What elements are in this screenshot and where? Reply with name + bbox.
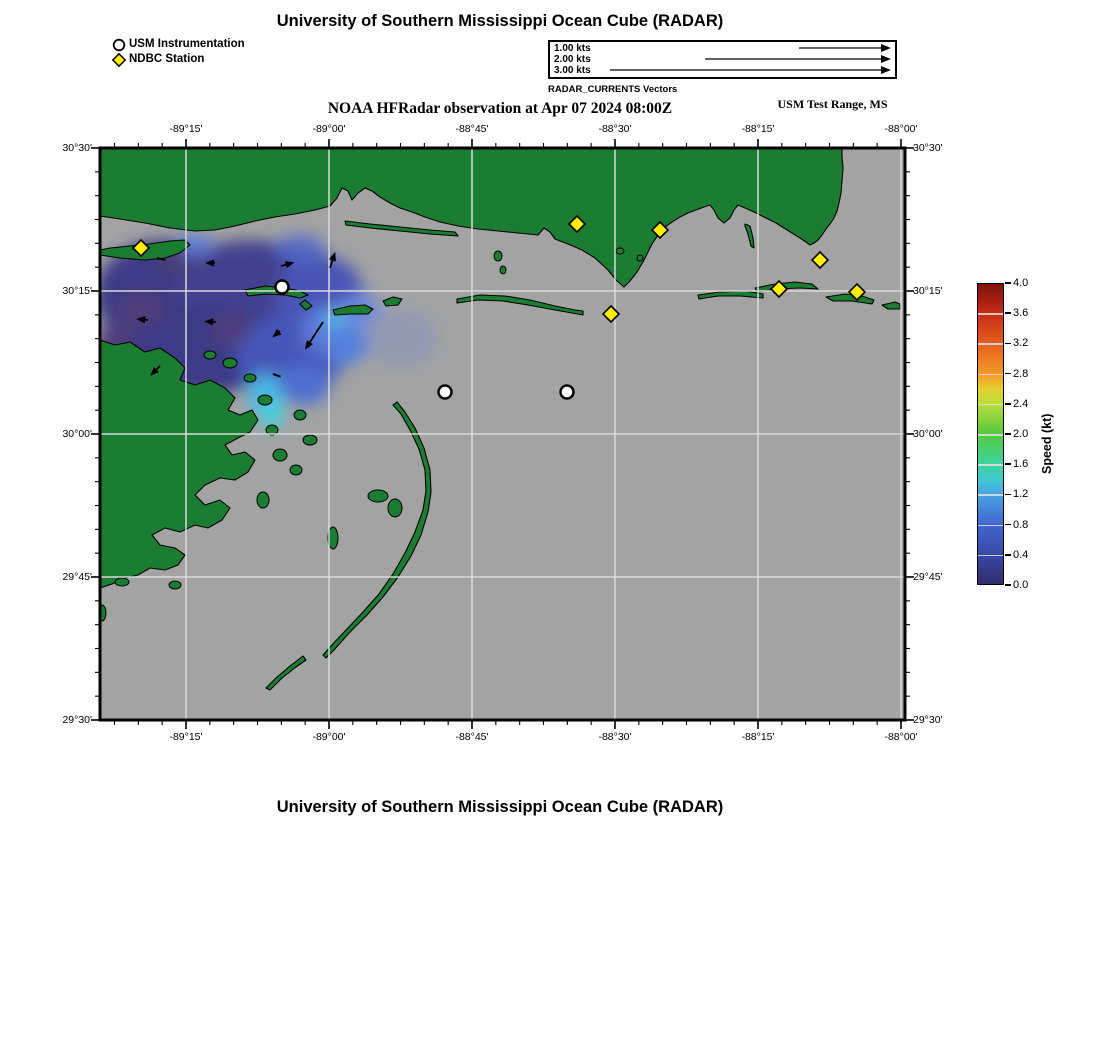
colorbar-gridline — [978, 494, 1003, 496]
vector-scale-caption: RADAR_CURRENTS Vectors — [548, 84, 678, 95]
islet — [257, 492, 269, 508]
islet — [303, 435, 317, 445]
islet — [244, 374, 256, 382]
colorbar-gridline — [978, 404, 1003, 406]
usm-station-marker — [276, 281, 289, 294]
islet — [616, 248, 624, 254]
colorbar-tick — [1005, 433, 1011, 435]
colorbar-gridline — [978, 464, 1003, 466]
usm-circle-icon — [112, 38, 126, 52]
colorbar-gridline — [978, 525, 1003, 527]
ndbc-diamond-icon — [112, 53, 126, 67]
colorbar-tick-label: 0.4 — [1013, 548, 1029, 561]
y-axis-label-left: 30°15' — [62, 285, 92, 297]
colorbar-tick-label: 4.0 — [1013, 277, 1029, 289]
y-axis-label-right: 30°00' — [913, 428, 943, 440]
legend-row-ndbc — [112, 52, 245, 67]
usm-station-marker — [439, 386, 452, 399]
islet — [223, 358, 237, 368]
x-axis-label-top: -88°30' — [598, 123, 632, 135]
x-axis-label-bottom: -89°15' — [169, 731, 203, 743]
islet — [290, 465, 302, 475]
y-axis-label-left: 30°00' — [62, 428, 92, 440]
x-axis-label-bottom: -88°00' — [884, 731, 918, 743]
y-axis-label-right: 29°45' — [913, 571, 943, 583]
x-axis-label-top: -89°15' — [169, 123, 203, 135]
bottom-title: University of Southern Mississippi Ocean Cube (RADAR) — [276, 798, 724, 816]
vector-scale-label-3: 3.00 kts — [554, 65, 591, 76]
islet — [294, 410, 306, 420]
islet — [204, 351, 216, 359]
vector-scale-arrowhead — [881, 55, 891, 63]
colorbar-gridline — [978, 313, 1003, 315]
observation-subtitle: NOAA HFRadar observation at Apr 07 2024 08:00Z — [327, 100, 673, 117]
colorbar-gridline — [978, 374, 1003, 376]
islet — [494, 251, 502, 261]
x-axis-label-top: -89°00' — [312, 123, 346, 135]
colorbar-tick — [1005, 373, 1011, 375]
colorbar-tick — [1005, 282, 1011, 284]
x-axis-label-top: -88°00' — [884, 123, 918, 135]
colorbar-tick-label: 1.2 — [1013, 488, 1029, 501]
colorbar-tick — [1005, 524, 1011, 526]
colorbar-tick-label: 2.4 — [1013, 397, 1029, 410]
colorbar-tick-label: 1.6 — [1013, 458, 1029, 471]
colorbar-tick — [1005, 343, 1011, 345]
ndbc-legend-label: NDBC Station — [129, 53, 205, 65]
islet — [500, 266, 506, 274]
islet — [258, 395, 272, 405]
y-axis-label-left: 29°45' — [62, 571, 92, 583]
islet — [368, 490, 388, 502]
colorbar-tick-label: 3.6 — [1013, 307, 1029, 320]
islet — [169, 581, 181, 589]
x-axis-label-bottom: -88°30' — [598, 731, 632, 743]
colorbar-title: Speed (kt) — [1040, 413, 1054, 474]
x-axis-label-bottom: -88°15' — [741, 731, 775, 743]
islet — [115, 578, 129, 586]
map-canvas — [85, 133, 920, 735]
y-axis-label-left: 30°30' — [62, 142, 92, 154]
current-vector-tail — [281, 265, 286, 266]
vector-scale-arrowhead — [881, 44, 891, 52]
vector-scale-box — [548, 40, 897, 79]
y-axis-label-left: 29°30' — [62, 714, 92, 726]
colorbar-tick-label: 3.2 — [1013, 337, 1029, 350]
colorbar — [977, 283, 1004, 585]
colorbar-tick-label: 2.0 — [1013, 428, 1029, 440]
usm-legend-label: USM Instrumentation — [129, 38, 245, 50]
y-axis-label-right: 30°15' — [913, 285, 943, 297]
vector-scale-label-2: 2.00 kts — [554, 54, 591, 65]
x-axis-label-bottom: -88°45' — [455, 731, 489, 743]
usm-station-marker — [561, 386, 574, 399]
colorbar-tick — [1005, 584, 1011, 586]
colorbar-tick — [1005, 312, 1011, 314]
y-axis-label-right: 29°30' — [913, 714, 943, 726]
legend-row-usm — [112, 37, 245, 52]
x-axis-label-top: -88°15' — [741, 123, 775, 135]
current-vector-tail — [279, 331, 280, 332]
vector-scale-label-1: 1.00 kts — [554, 43, 591, 54]
colorbar-gridline — [978, 434, 1003, 436]
x-axis-label-top: -88°45' — [455, 123, 489, 135]
colorbar-gridline — [978, 555, 1003, 557]
colorbar-tick — [1005, 463, 1011, 465]
colorbar-gridline — [978, 343, 1003, 345]
colorbar-tick — [1005, 554, 1011, 556]
region-label: USM Test Range, MS — [777, 97, 888, 111]
colorbar-tick — [1005, 403, 1011, 405]
symbol-legend — [112, 37, 245, 67]
islet — [273, 449, 287, 461]
colorbar-tick-label: 0.0 — [1013, 579, 1029, 591]
islet — [637, 255, 643, 261]
y-axis-label-right: 30°30' — [913, 142, 943, 154]
vector-scale-arrowhead — [881, 66, 891, 74]
top-title: University of Southern Mississippi Ocean Cube (RADAR) — [276, 12, 724, 30]
vector-scale-arrows — [550, 42, 895, 77]
colorbar-tick-label: 2.8 — [1013, 367, 1029, 380]
colorbar-tick — [1005, 494, 1011, 496]
islet — [388, 499, 402, 517]
colorbar-tick-label: 0.8 — [1013, 518, 1029, 531]
x-axis-label-bottom: -89°00' — [312, 731, 346, 743]
